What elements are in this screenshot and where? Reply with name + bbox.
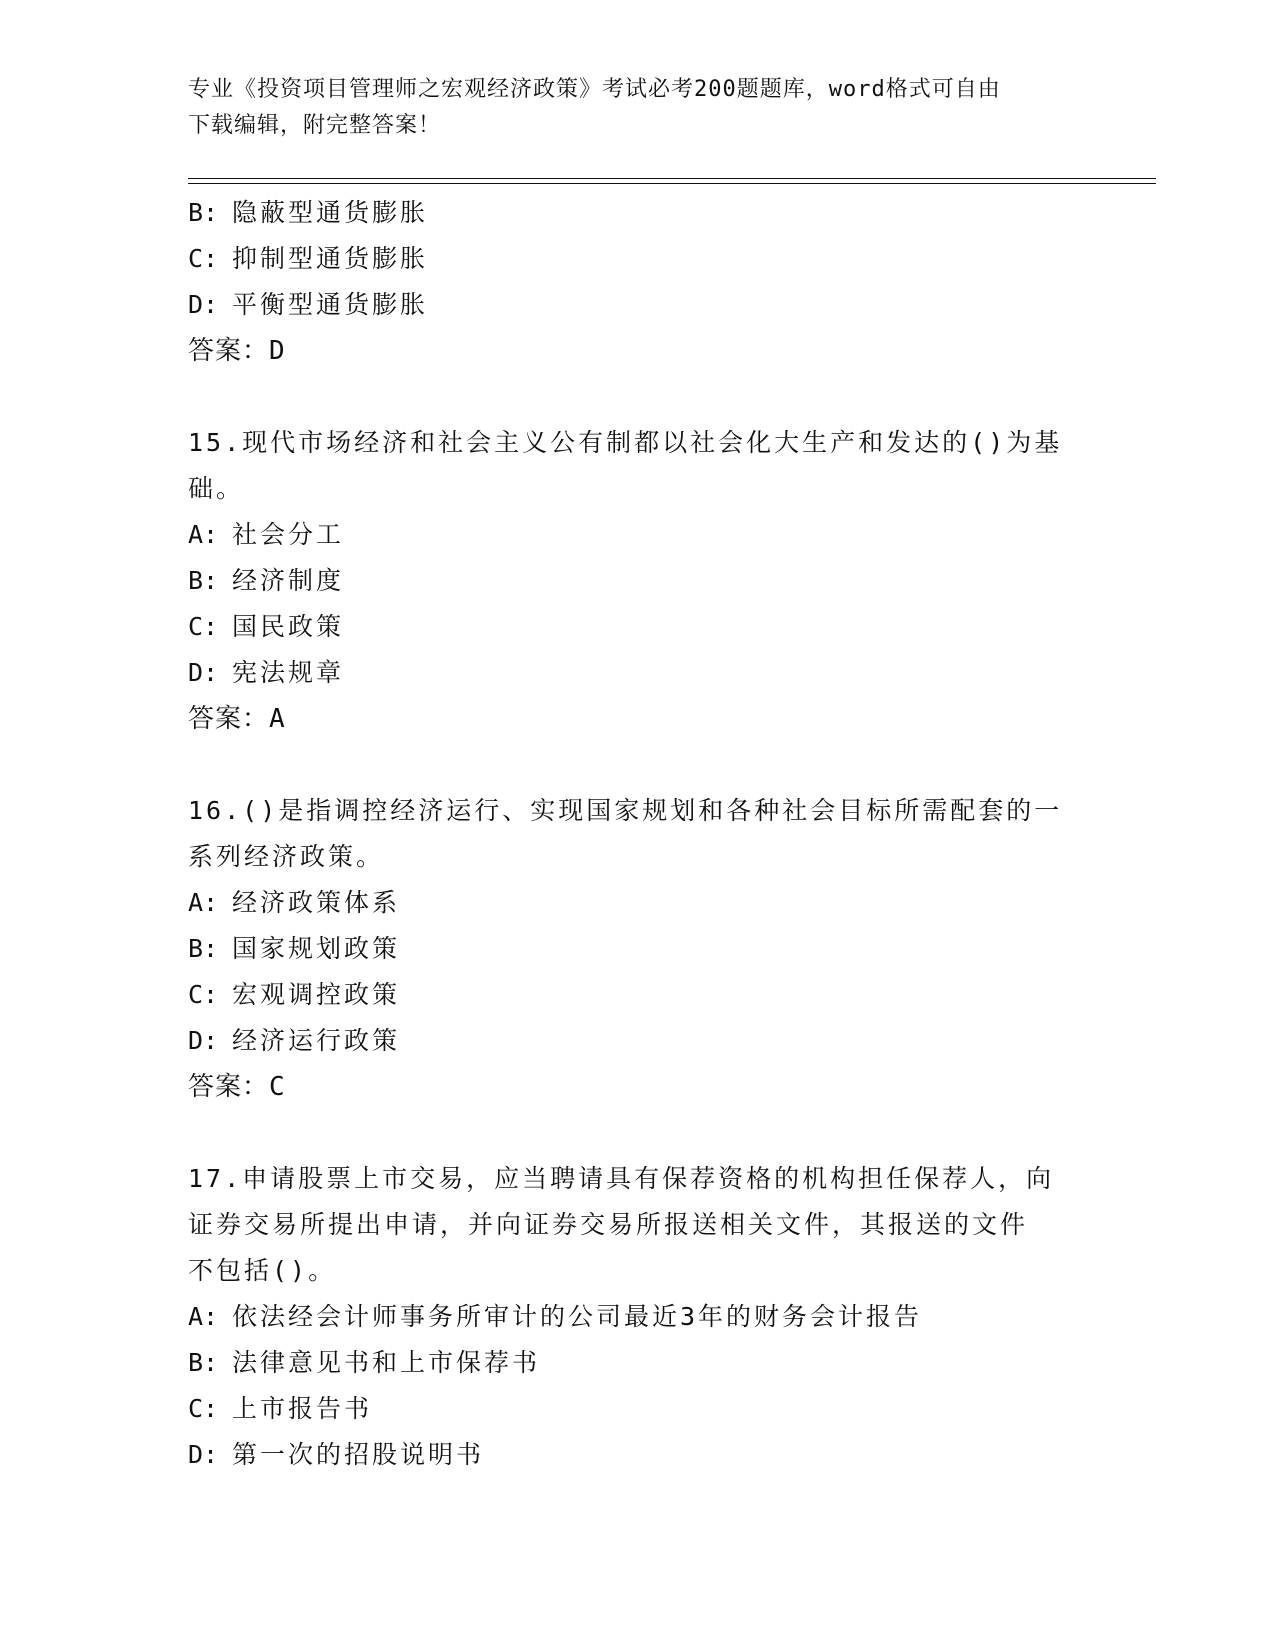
option-text: 抑制型通货膨胀 (232, 244, 429, 273)
answer-line: 答案：C (188, 1072, 286, 1102)
option-key: B: (188, 1348, 219, 1377)
header-rule-bottom (188, 183, 1156, 184)
option-key: B: (188, 198, 219, 227)
option-b (188, 558, 1088, 604)
option-b (188, 1340, 1088, 1386)
option-key: C: (188, 244, 219, 273)
option-text: 第一次的招股说明书 (232, 1440, 485, 1469)
option-key: D: (188, 290, 219, 319)
question-stem (188, 420, 1068, 512)
option-text: 经济运行政策 (232, 1026, 401, 1055)
option-d (188, 1018, 1088, 1064)
option-text: 平衡型通货膨胀 (232, 290, 429, 319)
option-key: B: (188, 934, 219, 963)
option-d (188, 1432, 1088, 1478)
option-a (188, 880, 1088, 926)
option-key: A: (188, 520, 219, 549)
option-key: D: (188, 658, 219, 687)
option-text: 社会分工 (232, 520, 345, 549)
question-stem (188, 788, 1068, 880)
option-text: 隐蔽型通货膨胀 (232, 198, 429, 227)
answer-line: 答案：D (188, 336, 286, 366)
option-text: 经济政策体系 (232, 888, 401, 917)
option-key: B: (188, 566, 219, 595)
document-header (188, 72, 1068, 144)
stem-line-3: 不包括()。 (188, 1256, 337, 1285)
option-key: D: (188, 1026, 219, 1055)
option-text: 法律意见书和上市保荐书 (232, 1348, 541, 1377)
option-key: C: (188, 612, 219, 641)
option-d (188, 650, 1088, 696)
stem-line-1: 16.()是指调控经济运行、实现国家规划和各种社会目标所需配套的一 (188, 796, 1063, 825)
option-d (188, 282, 1088, 328)
option-text: 上市报告书 (232, 1394, 373, 1423)
question-content (188, 190, 1088, 1478)
option-text: 宪法规章 (232, 658, 345, 687)
spacer (188, 374, 1088, 420)
option-b (188, 190, 1088, 236)
option-c (188, 1386, 1088, 1432)
header-line-2: 下载编辑，附完整答案！ (188, 113, 442, 138)
option-key: A: (188, 888, 219, 917)
spacer (188, 742, 1088, 788)
option-text: 依法经会计师事务所审计的公司最近3年的财务会计报告 (232, 1302, 923, 1331)
option-key: C: (188, 1394, 219, 1423)
stem-line-2: 系列经济政策。 (188, 842, 385, 871)
question-stem (188, 1156, 1068, 1294)
option-c (188, 972, 1088, 1018)
header-rule-top (188, 178, 1156, 179)
question-15 (188, 420, 1088, 742)
option-c (188, 236, 1088, 282)
stem-line-2: 证券交易所提出申请，并向证券交易所报送相关文件，其报送的文件 (188, 1210, 1029, 1239)
question-16 (188, 788, 1088, 1110)
spacer (188, 1110, 1088, 1156)
stem-line-1: 15.现代市场经济和社会主义公有制都以社会化大生产和发达的()为基 (188, 428, 1063, 457)
option-text: 宏观调控政策 (232, 980, 401, 1009)
option-key: A: (188, 1302, 219, 1331)
stem-line-1: 17.申请股票上市交易，应当聘请具有保荐资格的机构担任保荐人，向 (188, 1164, 1055, 1193)
answer-line: 答案：A (188, 704, 286, 734)
option-text: 国民政策 (232, 612, 345, 641)
option-c (188, 604, 1088, 650)
option-a (188, 512, 1088, 558)
question-14-tail (188, 190, 1088, 374)
header-line-1: 专业《投资项目管理师之宏观经济政策》考试必考200题题库，word格式可自由 (188, 77, 1001, 102)
stem-line-2: 础。 (188, 474, 245, 503)
option-a (188, 1294, 1088, 1340)
option-key: C: (188, 980, 219, 1009)
option-b (188, 926, 1088, 972)
option-text: 国家规划政策 (232, 934, 401, 963)
option-text: 经济制度 (232, 566, 345, 595)
option-key: D: (188, 1440, 219, 1469)
question-17 (188, 1156, 1088, 1478)
